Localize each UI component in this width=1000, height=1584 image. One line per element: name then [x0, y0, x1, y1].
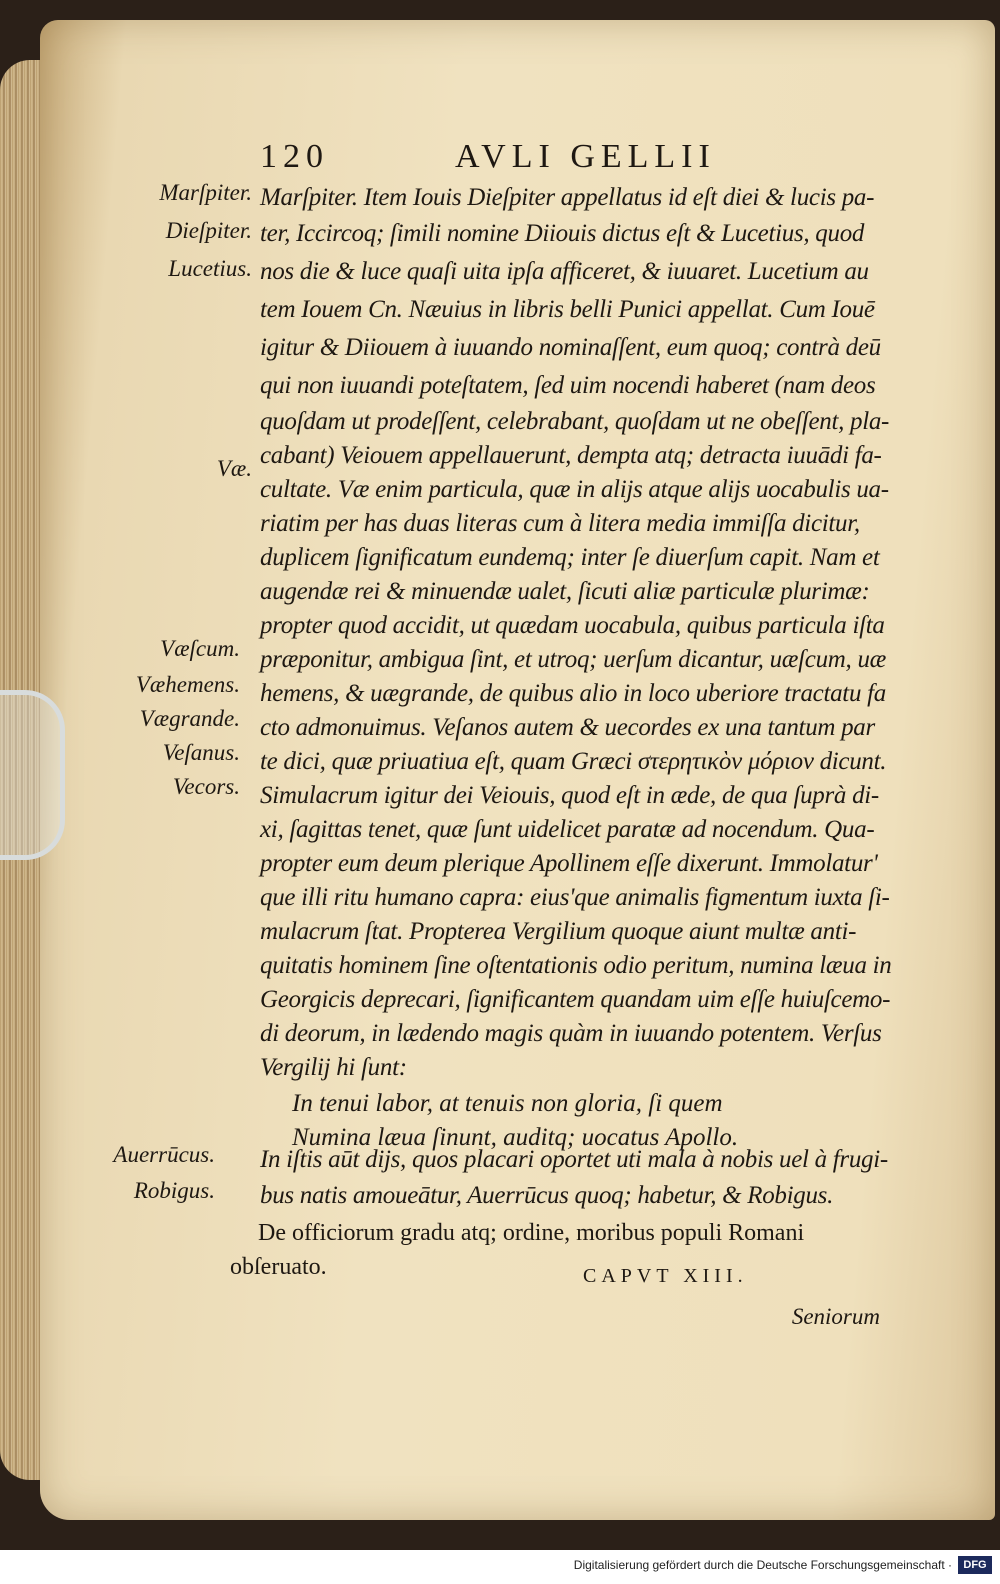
funding-credit: Digitalisierung gefördert durch die Deutsche Forschungsgemeinschaft ·	[573, 1558, 952, 1572]
text-line: cabant) Veiouem appellauerunt, dempta atq; detracta iuuādi fa-	[260, 442, 882, 469]
page-number: 120	[260, 138, 329, 175]
text-line: ter, Iccircoq; ſimili nomine Diiouis dictus eſt & Lucetius, quod	[260, 220, 865, 247]
chapter-title: De officiorum gradu atq; ordine, moribus populi Romani	[258, 1220, 805, 1246]
footer-bar	[0, 1550, 1000, 1584]
text-line: cto admonuimus. Veſanos autem & uecordes ex una tantum par	[260, 714, 875, 741]
text-line: Marſpiter. Item Iouis Dieſpiter appellatus id eſt diei & lucis pa-	[260, 184, 875, 211]
text-line: Simulacrum igitur dei Veiouis, quod eſt in æde, de qua ſuprà di-	[260, 782, 879, 809]
text-line: te dici, quæ priuatiua eſt, quam Græci στερητικὸν μόριον dicunt.	[260, 748, 887, 775]
chapter-title-continued: obſeruato.	[230, 1254, 327, 1280]
text-line: duplicem ſignificatum eundemq; inter ſe diuerſum capit. Nam et	[260, 544, 880, 571]
verse-line: Numina læua ſinunt, auditq; uocatus Apollo.	[292, 1124, 739, 1151]
text-line: propter eum deum plerique Apollinem eſſe dixerunt. Immolatur'	[260, 850, 878, 877]
margin-note: Robigus.	[133, 1178, 215, 1203]
margin-note: Auerrūcus.	[113, 1142, 215, 1167]
text-line: quitatis hominem ſine oſtentationis odio peritum, numina læua in	[260, 952, 892, 979]
margin-note: Væſcum.	[160, 636, 240, 661]
margin-note: Lucetius.	[168, 256, 252, 281]
margin-note: Marſpiter.	[159, 180, 252, 205]
text-line: Georgicis deprecari, ſignificantem quandam uim eſſe huiuſcemo-	[260, 986, 891, 1013]
text-line: mulacrum ſtat. Propterea Vergilium quoque aiunt multæ anti-	[260, 918, 857, 945]
margin-note: Vecors.	[172, 774, 240, 799]
text-line: nos die & luce quaſi uita ipſa afficeret, & iuuaret. Lucetium au	[260, 258, 869, 285]
page-header	[260, 138, 760, 178]
margin-note: Vægrande.	[139, 706, 240, 731]
margin-note: Væhemens.	[135, 672, 240, 697]
text-line: xi, ſagittas tenet, quæ ſunt uidelicet paratæ ad nocendum. Qua-	[260, 816, 875, 843]
text-line: præponitur, ambigua ſint, et utroq; uerſum dicantur, uæſcum, uæ	[260, 646, 887, 673]
verse-line: In tenui labor, at tenuis non gloria, ſi quem	[292, 1090, 723, 1117]
catchword: Seniorum	[791, 1304, 880, 1329]
text-line: bus natis amoueātur, Auerrūcus quoq; habetur, & Robigus.	[260, 1182, 834, 1209]
margin-note: Veſanus.	[162, 740, 240, 765]
paper-clip	[0, 690, 65, 860]
margin-note: Væ.	[216, 456, 252, 481]
text-line: quoſdam ut prodeſſent, celebrabant, quoſdam ut ne obeſſent, pla-	[260, 408, 890, 435]
text-line: que illi ritu humano capra: eius'que animalis figmentum iuxta ſi-	[260, 884, 890, 911]
margin-note: Dieſpiter.	[165, 218, 252, 243]
text-line: hemens, & uægrande, de quibus alio in loco uberiore tractatu fa	[260, 680, 886, 707]
text-line: qui non iuuandi poteſtatem, ſed uim nocendi haberet (nam deos	[260, 372, 876, 399]
dfg-logo: DFG	[958, 1556, 992, 1574]
text-line: cultate. Væ enim particula, quæ in alijs atque alijs uocabulis ua-	[260, 476, 889, 503]
text-line: di deorum, in lædendo magis quàm in iuuando potentem. Verſus	[260, 1020, 882, 1047]
text-line: In iſtis aūt dijs, quos placari oportet uti mala à nobis uel à frugi-	[260, 1146, 888, 1173]
running-title: AVLI GELLII	[455, 138, 716, 175]
chapter-number: CAPVT XIII.	[583, 1265, 748, 1287]
text-line: tem Iouem Cn. Næuius in libris belli Punici appellat. Cum Iouē	[260, 296, 875, 323]
text-line: igitur & Diiouem à iuuando nominaſſent, eum quoq; contrà deū	[260, 334, 881, 361]
text-line: riatim per has duas literas cum à litera media immiſſa dicitur,	[260, 510, 860, 537]
text-line: Vergilij hi ſunt:	[260, 1054, 407, 1081]
text-line: propter quod accidit, ut quædam uocabula, quibus particula iſta	[260, 612, 885, 639]
text-line: augendæ rei & minuendæ ualet, ſicuti aliæ particulæ plurimæ:	[260, 578, 870, 605]
